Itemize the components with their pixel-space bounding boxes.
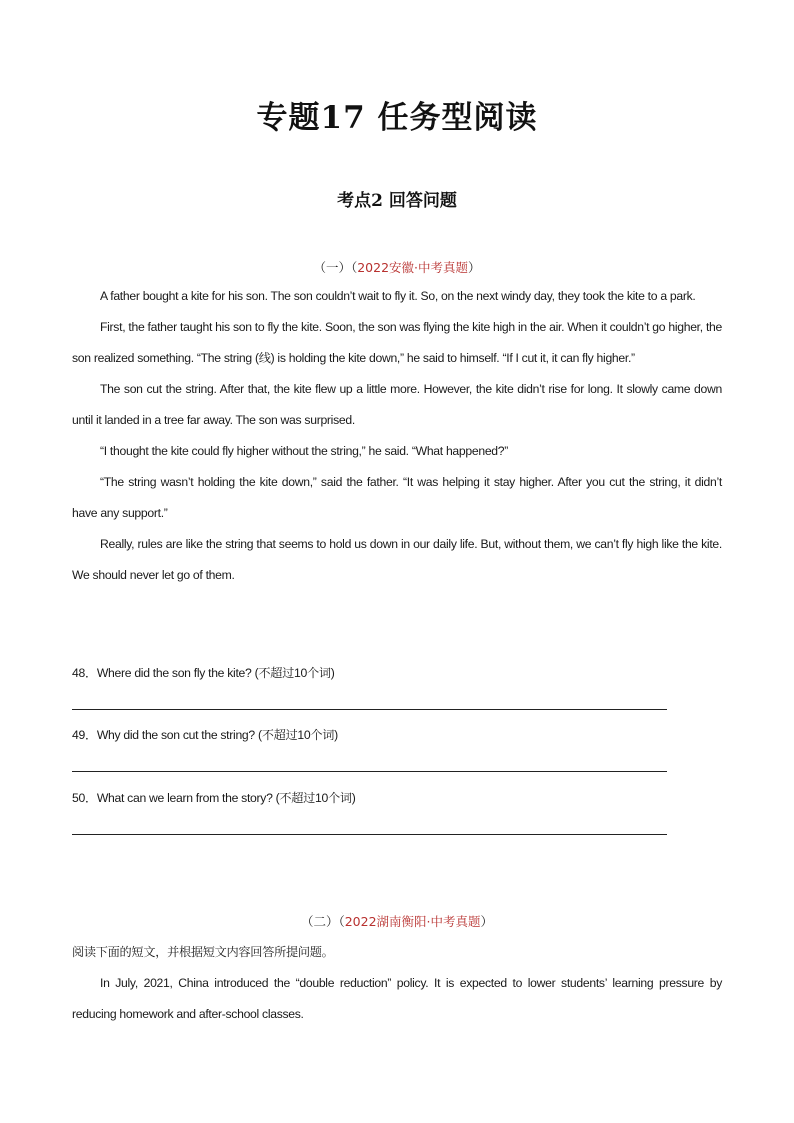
- question-49: 49．Why did the son cut the string? (不超过10个词): [72, 728, 338, 742]
- passage-paragraph: “I thought the kite could fly higher without the string,” he said. “What happened?”: [100, 444, 509, 458]
- section-1-heading: [0, 258, 794, 276]
- page-subtitle: 考点2 回答问题: [337, 191, 457, 211]
- section-2-instruction: 阅读下面的短文，并根据短文内容回答所提问题。: [72, 945, 334, 959]
- page-title: 专题17 任务型阅读: [256, 100, 538, 136]
- section-2-heading-close: ）: [480, 914, 494, 929]
- section-2-heading-open: （二）（: [300, 914, 345, 929]
- section-2-heading: [0, 912, 794, 930]
- passage-paragraph: First, the father taught his son to fly the kite. Soon, the son was flying the kite high in the air. When it couldn’t go higher, the son realized something. “The string (线) is holding the kite down,” he said to himself. “If I cut it, it can fly higher.”: [72, 320, 722, 365]
- answer-line-50[interactable]: [72, 834, 667, 835]
- question-50: 50．What can we learn from the story? (不超过10个词): [72, 791, 356, 805]
- passage-paragraph: A father bought a kite for his son. The son couldn’t wait to fly it. So, on the next windy day, they took the kite to a park.: [100, 289, 696, 303]
- section-1-heading-close: ）: [468, 260, 481, 275]
- passage-paragraph: In July, 2021, China introduced the “double reduction” policy. It is expected to lower students’ learning pressure by reducing homework and after-school classes.: [72, 976, 722, 1021]
- section-1-passage: [72, 281, 722, 591]
- section-2-source: 2022湖南衡阳·中考真题: [344, 914, 481, 929]
- passage-paragraph: Really, rules are like the string that seems to hold us down in our daily life. But, without them, we can’t fly high like the kite. We should never let go of them.: [72, 537, 722, 582]
- question-48: 48．Where did the son fly the kite? (不超过10个词): [72, 666, 335, 680]
- answer-line-49[interactable]: [72, 771, 667, 772]
- section-2-passage: [72, 937, 722, 1030]
- section-1-heading-open: （一）（: [313, 260, 358, 275]
- passage-paragraph: “The string wasn’t holding the kite down,” said the father. “It was helping it stay higher. After you cut the string, it didn’t have any support.”: [72, 475, 722, 520]
- passage-paragraph: The son cut the string. After that, the kite flew up a little more. However, the kite didn’t rise for long. It slowly came down until it landed in a tree far away. The son was surprised.: [72, 382, 722, 427]
- answer-line-48[interactable]: [72, 709, 667, 710]
- section-1-source: 2022安徽·中考真题: [357, 260, 469, 275]
